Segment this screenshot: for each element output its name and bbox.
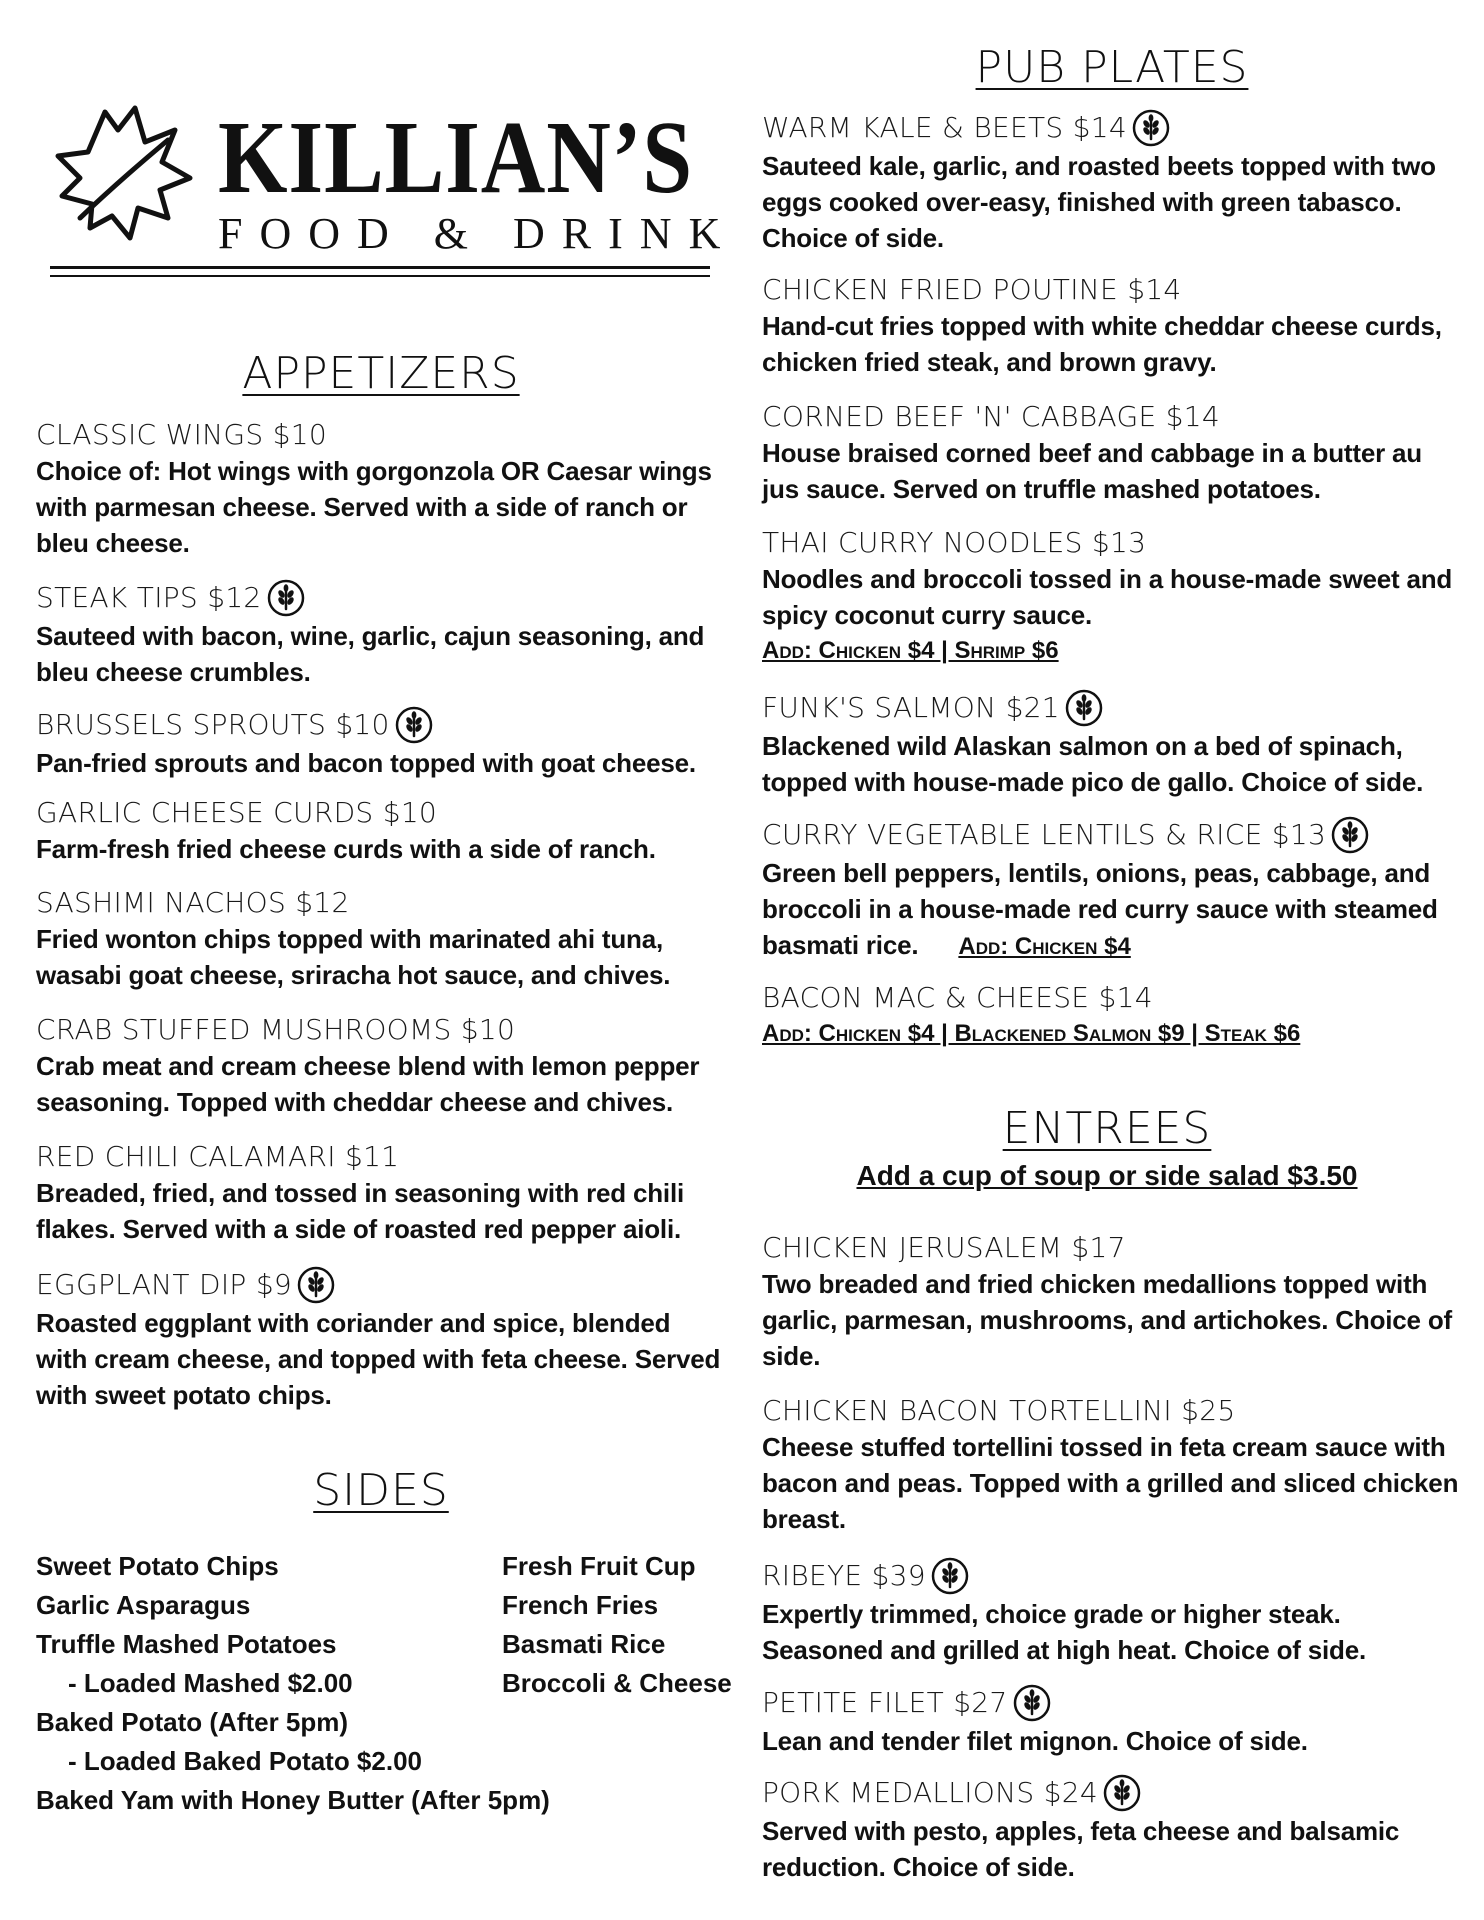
logo-subtitle: FOOD & DRINK <box>218 209 738 258</box>
logo-rule <box>50 275 710 277</box>
menu-item-name-text: STEAK TIPS $12 <box>36 581 262 614</box>
menu-item-description <box>36 1048 726 1120</box>
menu-item-name <box>36 417 726 453</box>
menu-item-name <box>36 885 726 921</box>
menu-item-name-text: BRUSSELS SPROUTS $10 <box>36 708 390 741</box>
menu-item-description <box>762 1266 1462 1374</box>
side-item: - Loaded Baked Potato $2.00 <box>68 1746 422 1776</box>
menu-item-name <box>762 1683 1462 1723</box>
menu-item-name <box>762 980 1462 1016</box>
entrees-note: Add a cup of soup or side salad $3.50 <box>856 1160 1358 1191</box>
side-item: Sweet Potato Chips <box>36 1551 279 1581</box>
menu-item-description <box>762 1813 1462 1885</box>
logo-rule <box>50 266 710 269</box>
menu-item-description <box>762 561 1462 633</box>
menu-item-description-text: Noodles and broccoli tossed in a house-made sweet and spicy coconut curry sauce. <box>762 564 1453 630</box>
menu-item-name-text: CLASSIC WINGS $10 <box>36 418 328 451</box>
leaf-logo-icon <box>50 100 200 250</box>
menu-item-description-text: Sauteed with bacon, wine, garlic, cajun seasoning, and bleu cheese crumbles. <box>36 621 705 687</box>
menu-item-name-text: CHICKEN JERUSALEM $17 <box>762 1231 1126 1264</box>
menu-item <box>762 525 1462 669</box>
menu-item <box>36 1012 726 1120</box>
menu-item-name <box>762 108 1462 148</box>
side-item: Baked Yam with Honey Butter (After 5pm) <box>36 1785 550 1815</box>
menu-item-name <box>36 1139 726 1175</box>
menu-item-description-text: Hand-cut fries topped with white cheddar cheese curds, chicken fried steak, and brown gravy. <box>762 311 1442 377</box>
menu-item-name <box>762 815 1462 855</box>
gluten-free-icon <box>266 578 306 618</box>
menu-item-description <box>762 855 1462 965</box>
menu-item-description-text: Blackened wild Alaskan salmon on a bed of spinach, topped with house-made pico de gallo. Choice of side. <box>762 731 1424 797</box>
menu-item-description <box>762 435 1462 507</box>
menu-item <box>762 108 1462 256</box>
menu-item-name <box>762 1230 1462 1266</box>
menu-item-name-text: CRAB STUFFED MUSHROOMS $10 <box>36 1013 516 1046</box>
menu-item-name-text: CORNED BEEF 'N' CABBAGE $14 <box>762 400 1220 433</box>
menu-item-description-text: Farm-fresh fried cheese curds with a side of ranch. <box>36 834 656 864</box>
menu-item-description <box>36 921 726 993</box>
side-item: Broccoli & Cheese <box>502 1668 732 1698</box>
menu-item-addon: Add: Chicken $4 | Shrimp $6 <box>762 637 1059 664</box>
menu-item-description-text: Green bell peppers, lentils, onions, peas, cabbage, and broccoli in a house-made red curry sauce with steamed basmati rice. <box>762 858 1438 960</box>
gluten-free-icon <box>1131 108 1171 148</box>
menu-item-name-text: CHICKEN FRIED POUTINE $14 <box>762 273 1182 306</box>
menu-item-description-text: Choice of: Hot wings with gorgonzola OR Caesar wings with parmesan cheese. Served with a side of ranch or bleu cheese. <box>36 456 712 558</box>
menu-item-name <box>36 578 726 618</box>
menu-item-description <box>36 1305 726 1413</box>
menu-item <box>762 1230 1462 1374</box>
menu-item-description <box>36 453 726 561</box>
menu-item-description-text: Served with pesto, apples, feta cheese and balsamic reduction. Choice of side. <box>762 1816 1400 1882</box>
menu-item <box>36 578 726 690</box>
gluten-free-icon <box>1330 815 1370 855</box>
menu-item-description-text: House braised corned beef and cabbage in a butter au jus sauce. Served on truffle mashed potatoes. <box>762 438 1422 504</box>
menu-item-description <box>36 831 726 867</box>
menu-item <box>762 272 1462 380</box>
menu-item <box>762 399 1462 507</box>
menu-item <box>36 885 726 993</box>
menu-item <box>762 1556 1462 1668</box>
entrees-title: ENTREES <box>1002 1103 1212 1154</box>
menu-item-name <box>762 1556 1462 1596</box>
menu-item-description-text: Roasted eggplant with coriander and spice, blended with cream cheese, and topped with feta cheese. Served with sweet potato chips. <box>36 1308 721 1410</box>
menu-item <box>36 417 726 561</box>
menu-item-name-text: CURRY VEGETABLE LENTILS & RICE $13 <box>762 818 1327 851</box>
menu-item-description-text: Expertly trimmed, choice grade or higher steak. Seasoned and grilled at high heat. Choice of side. <box>762 1599 1366 1665</box>
menu-item-name-text: BACON MAC & CHEESE $14 <box>762 981 1153 1014</box>
menu-item-addon: Add: Chicken $4 <box>958 933 1131 960</box>
menu-item-name <box>762 525 1462 561</box>
menu-item-description <box>762 728 1462 800</box>
menu-item-name <box>762 399 1462 435</box>
side-item: Baked Potato (After 5pm) <box>36 1707 349 1737</box>
menu-item-description-text: Lean and tender filet mignon. Choice of side. <box>762 1726 1308 1756</box>
menu-item-name-text: SASHIMI NACHOS $12 <box>36 886 350 919</box>
menu-item <box>36 1265 726 1413</box>
menu-item-name-text: EGGPLANT DIP $9 <box>36 1268 293 1301</box>
sides-title: SIDES <box>313 1465 449 1516</box>
gluten-free-icon <box>930 1556 970 1596</box>
menu-item <box>36 705 726 781</box>
gluten-free-icon <box>394 705 434 745</box>
menu-item-name-text: FUNK'S SALMON $21 <box>762 691 1060 724</box>
gluten-free-icon <box>1012 1683 1052 1723</box>
menu-item-addon: Add: Chicken $4 | Blackened Salmon $9 | Steak $6 <box>762 1020 1301 1047</box>
menu-item-description-text: Crab meat and cream cheese blend with lemon pepper seasoning. Topped with cheddar cheese and chives. <box>36 1051 700 1117</box>
menu-item-description-text: Fried wonton chips topped with marinated ahi tuna, wasabi goat cheese, sriracha hot sauce, and chives. <box>36 924 671 990</box>
menu-item-description <box>36 618 726 690</box>
menu-item-description-text: Sauteed kale, garlic, and roasted beets topped with two eggs cooked over-easy, finished with green tabasco. Choice of side. <box>762 151 1436 253</box>
side-item: Basmati Rice <box>502 1629 666 1659</box>
menu-item-name-text: PORK MEDALLIONS $24 <box>762 1776 1098 1809</box>
menu-item <box>762 815 1462 965</box>
menu-item-description-text: Pan-fried sprouts and bacon topped with goat cheese. <box>36 748 696 778</box>
menu-item-name <box>762 688 1462 728</box>
side-item: French Fries <box>502 1590 659 1620</box>
menu-item-name <box>36 1012 726 1048</box>
menu-item <box>36 1139 726 1247</box>
menu-item-name-text: RIBEYE $39 <box>762 1559 926 1592</box>
gluten-free-icon <box>1102 1773 1142 1813</box>
menu-item <box>762 1393 1462 1537</box>
menu-item <box>762 1773 1462 1885</box>
logo-name: KILLIAN’S <box>218 100 693 215</box>
menu-item-description <box>762 1596 1462 1668</box>
restaurant-logo <box>50 100 738 282</box>
menu-item <box>762 688 1462 800</box>
menu-item-name-text: PETITE FILET $27 <box>762 1686 1008 1719</box>
menu-item-name-text: WARM KALE & BEETS $14 <box>762 111 1128 144</box>
menu-item-description <box>36 745 726 781</box>
menu-item <box>762 1683 1462 1759</box>
appetizers-title: APPETIZERS <box>242 348 520 399</box>
menu-item-name-text: RED CHILI CALAMARI $11 <box>36 1140 400 1173</box>
menu-item-description <box>762 308 1462 380</box>
menu-item-description-text: Two breaded and fried chicken medallions topped with garlic, parmesan, mushrooms, and artichokes. Choice of side. <box>762 1269 1452 1371</box>
menu-item-description <box>762 148 1462 256</box>
side-item: Garlic Asparagus <box>36 1590 251 1620</box>
menu-item-description <box>36 1175 726 1247</box>
pub-plates-title: PUB PLATES <box>975 42 1249 93</box>
menu-item-description-text: Breaded, fried, and tossed in seasoning with red chili flakes. Served with a side of roasted red pepper aioli. <box>36 1178 684 1244</box>
menu-item-name <box>36 795 726 831</box>
menu-item-description <box>762 1429 1462 1537</box>
gluten-free-icon <box>296 1265 336 1305</box>
menu-item <box>762 980 1462 1052</box>
side-item: - Loaded Mashed $2.00 <box>68 1668 353 1698</box>
menu-item-name <box>762 1393 1462 1429</box>
menu-item-description-text: Cheese stuffed tortellini tossed in feta cream sauce with bacon and peas. Topped with a grilled and sliced chicken breast. <box>762 1432 1459 1534</box>
menu-item <box>36 795 726 867</box>
menu-item-description <box>762 1723 1462 1759</box>
side-item: Truffle Mashed Potatoes <box>36 1629 337 1659</box>
menu-item-name <box>762 272 1462 308</box>
menu-item-name <box>36 1265 726 1305</box>
side-item: Fresh Fruit Cup <box>502 1551 696 1581</box>
menu-item-name-text: GARLIC CHEESE CURDS $10 <box>36 796 438 829</box>
menu-item-name <box>762 1773 1462 1813</box>
menu-item-name-text: CHICKEN BACON TORTELLINI $25 <box>762 1394 1236 1427</box>
menu-item-name-text: THAI CURRY NOODLES $13 <box>762 526 1147 559</box>
gluten-free-icon <box>1064 688 1104 728</box>
menu-item-name <box>36 705 726 745</box>
